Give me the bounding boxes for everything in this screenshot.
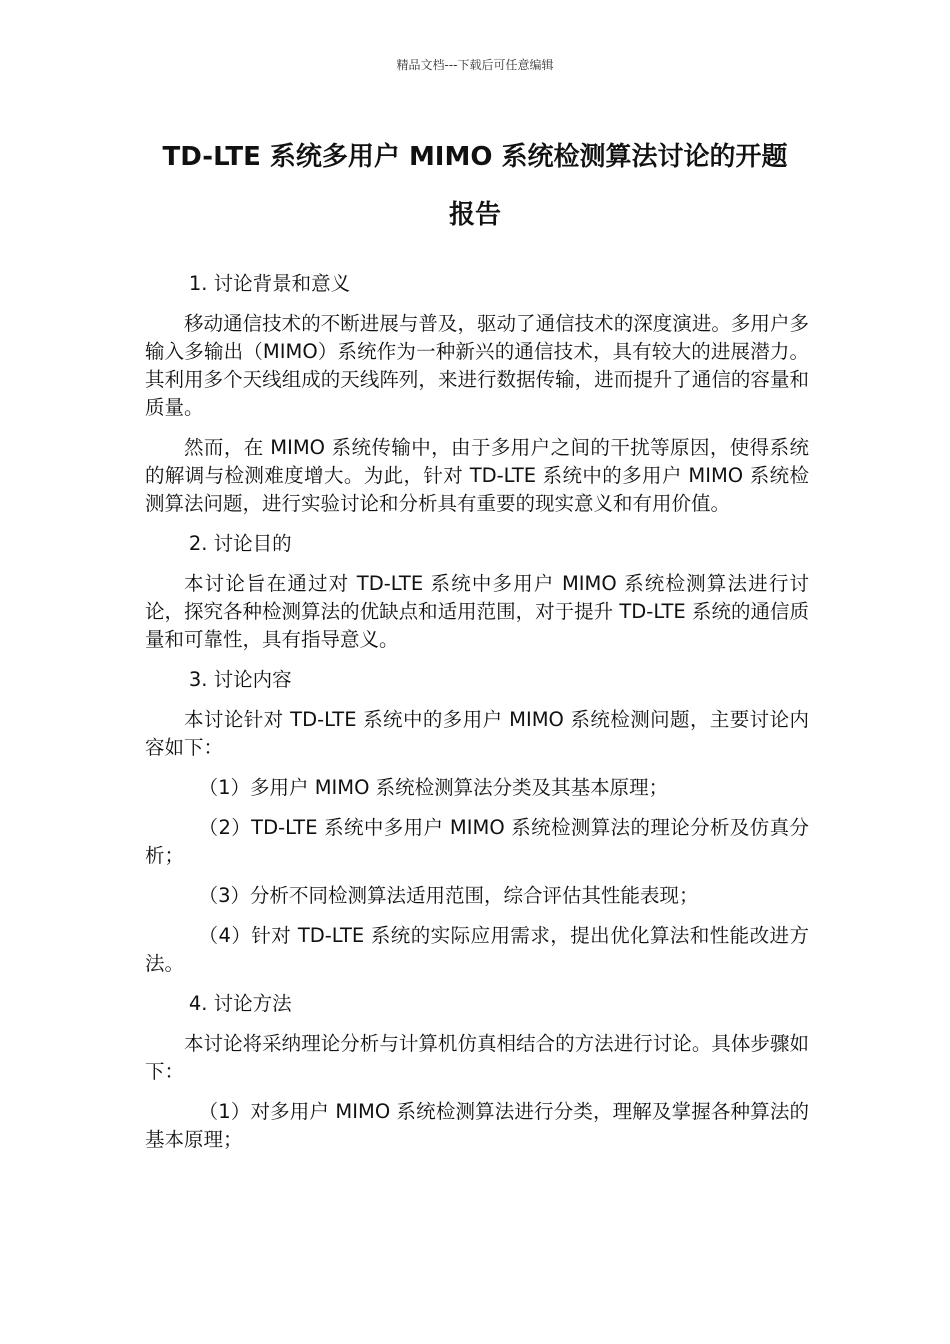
list-item: （2）TD-LTE 系统中多用户 MIMO 系统检测算法的理论分析及仿真分析； [145, 816, 809, 867]
paragraph: 本讨论将采纳理论分析与计算机仿真相结合的方法进行讨论。具体步骤如下： [145, 1032, 809, 1083]
paragraph: 本讨论旨在通过对 TD-LTE 系统中多用户 MIMO 系统检测算法进行讨论，探究各种检测算法的优缺点和适用范围，对于提升 TD-LTE 系统的通信质量和可靠性，具有指导意义。 [145, 572, 809, 651]
paragraph: 本讨论针对 TD-LTE 系统中的多用户 MIMO 系统检测问题，主要讨论内容如下： [145, 708, 809, 759]
paragraph: 移动通信技术的不断进展与普及，驱动了通信技术的深度演进。多用户多输入多输出（MIMO）系统作为一种新兴的通信技术，具有较大的进展潜力。其利用多个天线组成的天线阵列，来进行数据传输，进而提升了通信的容量和质量。 [145, 312, 809, 419]
document-body [145, 270, 809, 1166]
list-item: （1）对多用户 MIMO 系统检测算法进行分类，理解及掌握各种算法的基本原理； [145, 1100, 809, 1151]
title-line-2: 报告 [448, 200, 501, 230]
section-heading: 2. 讨论目的 [188, 532, 292, 555]
title-line-1: TD-LTE 系统多用户 MIMO 系统检测算法讨论的开题 [162, 142, 788, 172]
page-header: 精品文档---下载后可任意编辑 [396, 58, 554, 72]
list-item: （3）分析不同检测算法适用范围，综合评估其性能表现； [198, 884, 699, 907]
section-heading: 1. 讨论背景和意义 [188, 272, 351, 295]
list-item: （1）多用户 MIMO 系统检测算法分类及其基本原理； [198, 776, 669, 799]
document-title [120, 128, 830, 244]
section-heading: 4. 讨论方法 [188, 992, 292, 1015]
list-item: （4）针对 TD-LTE 系统的实际应用需求，提出优化算法和性能改进方法。 [145, 924, 809, 975]
section-heading: 3. 讨论内容 [188, 668, 292, 691]
paragraph: 然而，在 MIMO 系统传输中，由于多用户之间的干扰等原因，使得系统的解调与检测难度增大。为此，针对 TD-LTE 系统中的多用户 MIMO 系统检测算法问题，进行实验讨论和分析具有重要的现实意义和有用价值。 [145, 436, 809, 515]
